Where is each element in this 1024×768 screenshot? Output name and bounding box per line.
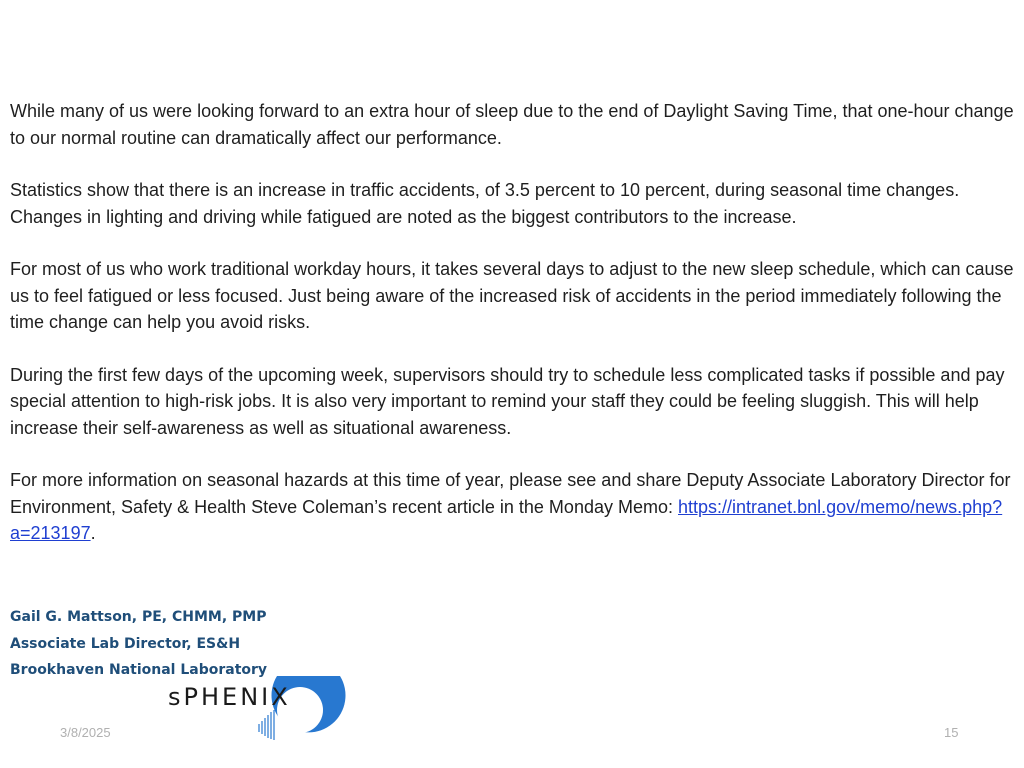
paragraph-dst-intro: While many of us were looking forward to an extra hour of sleep due to the end of Daylight Saving Time, that one-hour change to our normal routine can dramatically affect our performance. xyxy=(10,101,1014,148)
footer-date: 3/8/2025 xyxy=(60,725,111,740)
signature-name: Gail G. Mattson, PE, CHMM, PMP xyxy=(10,609,267,625)
logo-text: sPHENIX xyxy=(168,683,291,711)
page-number: 15 xyxy=(944,725,959,740)
more-info-text: For more information on seasonal hazards at this time of year, please see and share Deputy Associate Laboratory Director for Environment, Safety & Health Steve Coleman’s recent article in the Monday Memo: xyxy=(10,470,1011,517)
paragraph-statistics: Statistics show that there is an increase in traffic accidents, of 3.5 percent to 10 percent, during seasonal time changes. Changes in lighting and driving while fatigued are noted as the biggest contributors to the increase. xyxy=(10,180,960,227)
paragraph-more-info xyxy=(10,467,1014,547)
paragraph-supervisors: During the first few days of the upcoming week, supervisors should try to schedule less complicated tasks if possible and pay special attention to high-risk jobs. It is also very important to remind your staff they could be feeling sluggish. This will help increase their self-awareness as well as situational awareness. xyxy=(10,364,1005,438)
paragraph-adjustment: For most of us who work traditional workday hours, it takes several days to adjust to the new sleep schedule, which can cause us to feel fatigued or less focused. Just being aware of the increased risk of accidents in the period immediately following the time change can help you avoid risks. xyxy=(10,259,1014,332)
more-info-suffix: . xyxy=(90,523,96,543)
signature-title: Associate Lab Director, ES&H xyxy=(10,635,241,652)
memo-link[interactable]: https://intranet.bnl.gov/memo/news.php?a=213197 xyxy=(10,496,1003,543)
sphenix-logo xyxy=(160,672,350,747)
memo-body xyxy=(10,98,1014,573)
signature-organization: Brookhaven National Laboratory xyxy=(10,662,268,678)
